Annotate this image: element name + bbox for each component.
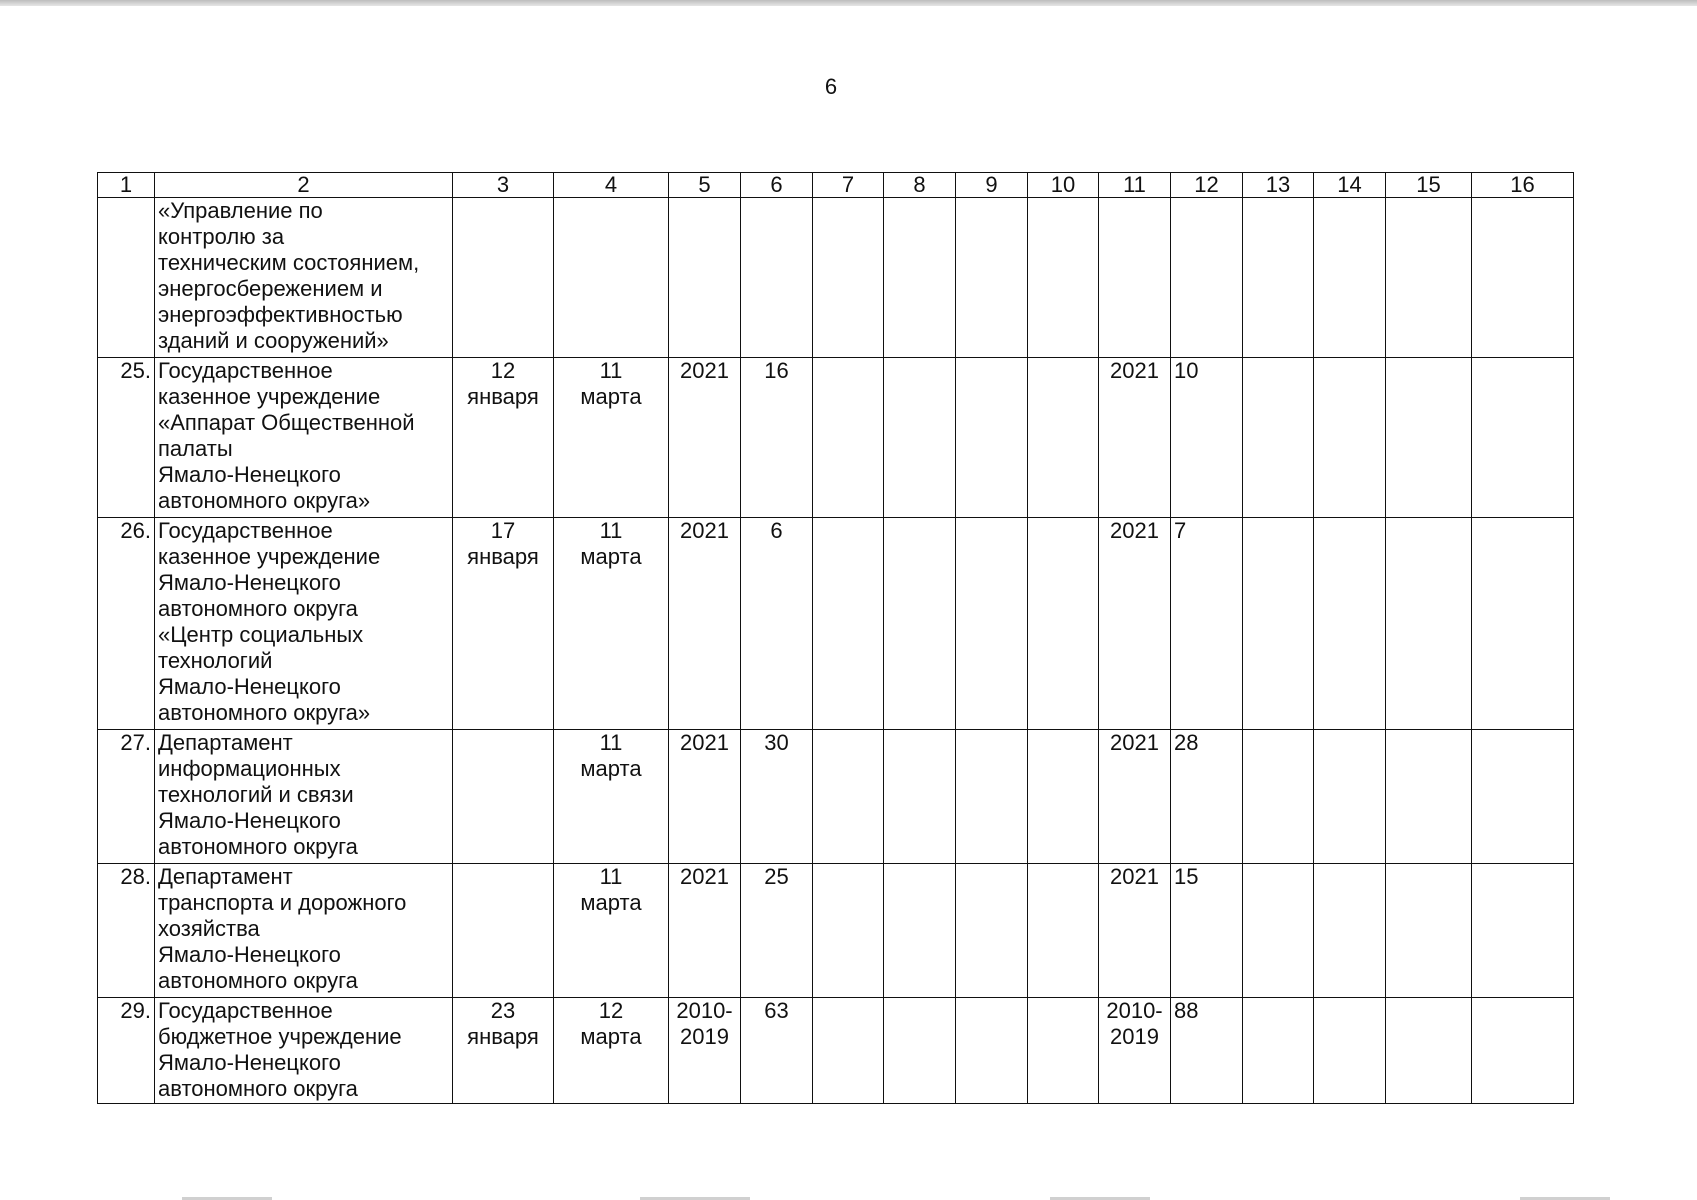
cell-col-4 <box>554 998 669 1104</box>
cell-col-11 <box>1099 864 1171 998</box>
cell-line: автономного округа <box>158 596 358 621</box>
cell-line: хозяйства <box>158 916 260 941</box>
cell-col-12 <box>1171 864 1243 998</box>
cell-line: 2019 <box>680 1024 729 1049</box>
cell-row-number <box>98 358 155 518</box>
cell-text: 27. <box>120 730 151 755</box>
cell-col-5 <box>669 998 741 1104</box>
cell-organization-name <box>155 518 453 730</box>
register-table <box>97 172 1574 1104</box>
cell-col-9 <box>956 730 1028 864</box>
cell-line: Департамент <box>158 864 293 889</box>
cell-col-4 <box>554 864 669 998</box>
cell-line: 2021 <box>1110 864 1159 889</box>
cell-line: контролю за <box>158 224 285 249</box>
cell-col-9 <box>956 998 1028 1104</box>
cell-col-11 <box>1099 358 1171 518</box>
cell-organization-name <box>155 864 453 998</box>
cell-col-12 <box>1171 198 1243 358</box>
cell-line: бюджетное учреждение <box>158 1024 402 1049</box>
cell-col-6 <box>741 730 813 864</box>
cell-text: 26. <box>120 518 151 543</box>
cell-col-10 <box>1028 998 1099 1104</box>
cell-line: 23 <box>490 998 516 1023</box>
cell-col-3 <box>453 998 554 1104</box>
cell-col-16 <box>1472 730 1574 864</box>
cell-text: 10 <box>1174 358 1199 383</box>
cell-line: 2021 <box>1110 358 1159 383</box>
cell-line: Ямало-Ненецкого <box>158 808 341 833</box>
cell-col-12 <box>1171 518 1243 730</box>
cell-col-10 <box>1028 358 1099 518</box>
cell-col-16 <box>1472 198 1574 358</box>
cell-organization-name <box>155 198 453 358</box>
column-header: 16 <box>1472 173 1574 198</box>
column-header: 6 <box>741 173 813 198</box>
cell-line: Ямало-Ненецкого <box>158 674 341 699</box>
column-header: 11 <box>1099 173 1171 198</box>
cell-line: палаты <box>158 436 233 461</box>
cell-line: 2010- <box>1106 998 1163 1023</box>
cell-col-6 <box>741 864 813 998</box>
cell-row-number <box>98 864 155 998</box>
cell-line: 11 <box>599 864 623 889</box>
cell-col-11 <box>1099 518 1171 730</box>
column-header: 15 <box>1386 173 1472 198</box>
table-row <box>98 518 1574 730</box>
cell-col-8 <box>884 998 956 1104</box>
cell-line: транспорта и дорожного <box>158 890 407 915</box>
cell-row-number <box>98 198 155 358</box>
table-row <box>98 998 1574 1104</box>
cell-line: Ямало-Ненецкого <box>158 462 341 487</box>
cell-line: 12 <box>598 998 624 1023</box>
cell-col-12 <box>1171 358 1243 518</box>
cell-line: января <box>467 384 539 409</box>
cell-line: 2010- <box>676 998 733 1023</box>
cell-text: 7 <box>1174 518 1187 543</box>
cell-col-7 <box>813 518 884 730</box>
cell-col-6 <box>741 998 813 1104</box>
cell-col-9 <box>956 198 1028 358</box>
cell-col-13 <box>1243 358 1314 518</box>
cell-line: января <box>467 1024 539 1049</box>
cell-text: 63 <box>764 998 789 1023</box>
cell-line: 11 <box>599 358 623 383</box>
cell-col-13 <box>1243 518 1314 730</box>
cell-line: Ямало-Ненецкого <box>158 570 341 595</box>
column-header: 3 <box>453 173 554 198</box>
cell-col-5 <box>669 198 741 358</box>
cell-col-9 <box>956 518 1028 730</box>
cell-col-8 <box>884 730 956 864</box>
cell-col-6 <box>741 198 813 358</box>
cell-col-14 <box>1314 730 1386 864</box>
column-header: 2 <box>155 173 453 198</box>
cell-col-13 <box>1243 998 1314 1104</box>
cell-line: Ямало-Ненецкого <box>158 1050 341 1075</box>
cell-col-4 <box>554 518 669 730</box>
cell-text: 16 <box>764 358 789 383</box>
cell-col-15 <box>1386 518 1472 730</box>
cell-col-15 <box>1386 198 1472 358</box>
cell-col-13 <box>1243 198 1314 358</box>
cell-line: 2021 <box>680 358 729 383</box>
cell-row-number <box>98 730 155 864</box>
cell-line: 2021 <box>680 864 729 889</box>
cell-line: автономного округа» <box>158 488 371 513</box>
cell-col-7 <box>813 864 884 998</box>
cell-line: 2021 <box>680 518 729 543</box>
column-header: 4 <box>554 173 669 198</box>
cell-line: техническим состоянием, <box>158 250 420 275</box>
cell-line: Ямало-Ненецкого <box>158 942 341 967</box>
cell-organization-name <box>155 358 453 518</box>
cell-col-4 <box>554 198 669 358</box>
cell-col-11 <box>1099 998 1171 1104</box>
cell-col-11 <box>1099 198 1171 358</box>
cell-col-5 <box>669 358 741 518</box>
cell-col-5 <box>669 864 741 998</box>
cell-text: 15 <box>1174 864 1199 889</box>
cell-text: 25. <box>120 358 151 383</box>
cell-line: Государственное <box>158 998 333 1023</box>
cell-col-5 <box>669 730 741 864</box>
cell-line: марта <box>580 756 642 781</box>
cell-col-7 <box>813 358 884 518</box>
cell-col-5 <box>669 518 741 730</box>
cell-text: 6 <box>770 518 783 543</box>
cell-col-14 <box>1314 998 1386 1104</box>
cell-col-7 <box>813 198 884 358</box>
cell-line: «Аппарат Общественной <box>158 410 415 435</box>
cell-col-13 <box>1243 730 1314 864</box>
cell-col-11 <box>1099 730 1171 864</box>
cell-line: января <box>467 544 539 569</box>
column-header: 10 <box>1028 173 1099 198</box>
cell-row-number <box>98 998 155 1104</box>
column-header: 1 <box>98 173 155 198</box>
cell-col-13 <box>1243 864 1314 998</box>
cell-line: марта <box>580 1024 642 1049</box>
cell-col-8 <box>884 358 956 518</box>
column-header: 13 <box>1243 173 1314 198</box>
cell-col-8 <box>884 864 956 998</box>
cell-organization-name <box>155 998 453 1104</box>
cell-col-10 <box>1028 730 1099 864</box>
cell-col-14 <box>1314 198 1386 358</box>
cell-line: технологий <box>158 648 273 673</box>
cell-line: марта <box>580 890 642 915</box>
cell-line: «Центр социальных <box>158 622 364 647</box>
column-header: 9 <box>956 173 1028 198</box>
cell-col-15 <box>1386 998 1472 1104</box>
column-header: 12 <box>1171 173 1243 198</box>
cell-col-3 <box>453 864 554 998</box>
page-number: 6 <box>824 74 838 99</box>
cell-col-16 <box>1472 864 1574 998</box>
cell-col-10 <box>1028 198 1099 358</box>
column-header: 7 <box>813 173 884 198</box>
column-number-row <box>98 173 1574 198</box>
cell-line: информационных <box>158 756 341 781</box>
cell-line: 12 <box>490 358 516 383</box>
table-row <box>98 864 1574 998</box>
cell-col-7 <box>813 998 884 1104</box>
cell-line: 2021 <box>1110 730 1159 755</box>
cell-text: 28 <box>1174 730 1199 755</box>
cell-line: 17 <box>490 518 516 543</box>
table-row <box>98 358 1574 518</box>
cell-text: 29. <box>120 998 151 1023</box>
table-row <box>98 730 1574 864</box>
cell-col-15 <box>1386 358 1472 518</box>
cell-col-4 <box>554 358 669 518</box>
column-header: 14 <box>1314 173 1386 198</box>
cell-col-15 <box>1386 864 1472 998</box>
cell-line: 2021 <box>1110 518 1159 543</box>
cell-line: зданий и сооружений» <box>158 328 389 353</box>
cell-line: казенное учреждение <box>158 544 381 569</box>
cell-col-15 <box>1386 730 1472 864</box>
cell-col-16 <box>1472 518 1574 730</box>
cell-line: Департамент <box>158 730 293 755</box>
table-body <box>98 198 1574 1104</box>
column-header: 8 <box>884 173 956 198</box>
cell-line: казенное учреждение <box>158 384 381 409</box>
scan-edge <box>0 0 1697 6</box>
cell-line: 2021 <box>680 730 729 755</box>
cell-text: 28. <box>120 864 151 889</box>
cell-col-9 <box>956 358 1028 518</box>
cell-line: 2019 <box>1110 1024 1159 1049</box>
column-header: 5 <box>669 173 741 198</box>
cell-col-3 <box>453 358 554 518</box>
table-row <box>98 198 1574 358</box>
cell-col-9 <box>956 864 1028 998</box>
cell-row-number <box>98 518 155 730</box>
cell-col-10 <box>1028 518 1099 730</box>
cell-col-4 <box>554 730 669 864</box>
cell-text: 88 <box>1174 998 1199 1023</box>
cell-col-14 <box>1314 518 1386 730</box>
cell-line: автономного округа <box>158 834 358 859</box>
cell-col-12 <box>1171 998 1243 1104</box>
cell-col-14 <box>1314 358 1386 518</box>
cell-line: «Управление по <box>158 198 323 223</box>
cell-col-3 <box>453 518 554 730</box>
cell-col-3 <box>453 730 554 864</box>
cell-col-8 <box>884 198 956 358</box>
cell-col-8 <box>884 518 956 730</box>
cell-col-3 <box>453 198 554 358</box>
cell-line: энергосбережением и <box>158 276 383 301</box>
cell-line: Государственное <box>158 518 333 543</box>
cell-line: автономного округа <box>158 1076 358 1101</box>
cell-col-16 <box>1472 358 1574 518</box>
cell-col-7 <box>813 730 884 864</box>
cell-col-14 <box>1314 864 1386 998</box>
cell-text: 25 <box>764 864 789 889</box>
cell-line: 11 <box>599 518 623 543</box>
cell-line: технологий и связи <box>158 782 354 807</box>
cell-line: Государственное <box>158 358 333 383</box>
cell-col-6 <box>741 518 813 730</box>
cell-line: энергоэффективностью <box>158 302 403 327</box>
cell-organization-name <box>155 730 453 864</box>
cell-line: автономного округа <box>158 968 358 993</box>
cell-col-16 <box>1472 998 1574 1104</box>
cell-col-6 <box>741 358 813 518</box>
cell-text: 30 <box>764 730 789 755</box>
cell-col-10 <box>1028 864 1099 998</box>
cell-line: 11 <box>599 730 623 755</box>
cell-line: автономного округа» <box>158 700 371 725</box>
cell-col-12 <box>1171 730 1243 864</box>
cell-line: марта <box>580 544 642 569</box>
cell-line: марта <box>580 384 642 409</box>
